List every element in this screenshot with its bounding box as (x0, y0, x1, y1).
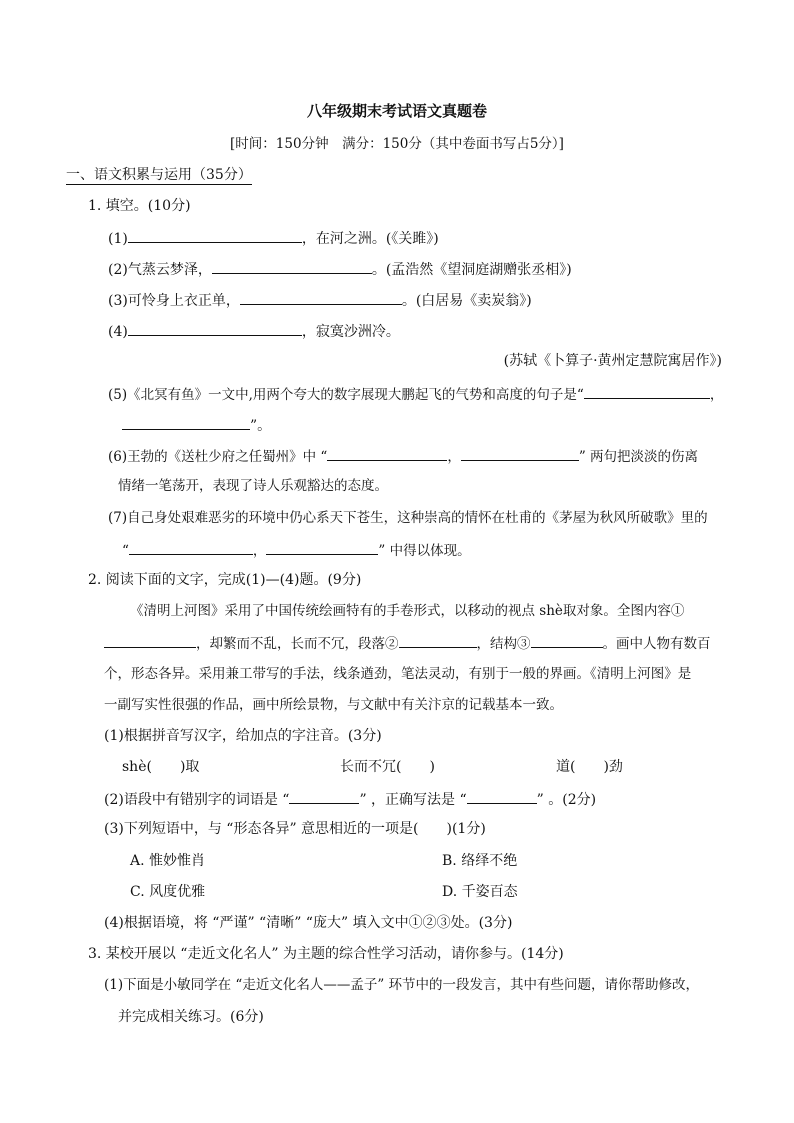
q1-item-3: (3)可怜身上衣正单， 。(白居易《卖炭翁》) (108, 289, 532, 311)
passage-line-4: 一副写实性很强的作品，画中所绘景物，与文献中有关汴京的记载基本一致。 (104, 697, 563, 713)
q1-item-5-cont: ”。 (122, 414, 271, 436)
answer-blank[interactable] (129, 539, 253, 555)
question-1-heading: 1. 填空。(10分) (88, 198, 191, 214)
section-heading: 一、语文积累与运用（35分） (66, 167, 252, 183)
exam-info: [时间：150分钟 满分：150分（其中卷面书写占5分）] (230, 136, 564, 152)
q2-sub-2: (2)语段中有错别字的词语是 “ ” ，正确写法是 “ ” 。(2分) (104, 788, 596, 810)
option-d[interactable]: D. 千姿百态 (442, 884, 518, 900)
passage-line-1: 《清明上河图》采用了中国传统绘画特有的手卷形式，以移动的视点 shè取对象。全图内容① (130, 603, 685, 619)
option-a[interactable]: A. 惟妙惟肖 (130, 853, 206, 869)
q1-item-2: (2)气蒸云梦泽， 。(孟浩然《望洞庭湖赠张丞相》) (108, 258, 572, 280)
q3-sub-1-cont: 并完成相关练习。(6分) (118, 1009, 264, 1025)
q2-sub-3: (3)下列短语中，与 “形态各异” 意思相近的一项是( )(1分) (104, 821, 486, 837)
answer-blank[interactable] (266, 539, 378, 555)
answer-blank[interactable] (461, 445, 579, 461)
q2-sub-4: (4)根据语境，将 “严谨” “清晰” “庞大” 填入文中①②③处。(3分) (104, 915, 513, 931)
answer-blank[interactable] (584, 383, 710, 399)
answer-blank[interactable] (128, 227, 302, 243)
q1-item-7: (7)自己身处艰难恶劣的环境中仍心系天下苍生，这种崇高的情怀在杜甫的《茅屋为秋风所破歌》里的 (108, 510, 708, 526)
q2-sub-1-b: 长而不冗( ) (340, 759, 435, 775)
question-2-heading: 2. 阅读下面的文字，完成(1)—(4)题。(9分) (88, 572, 362, 588)
answer-blank[interactable] (212, 258, 372, 274)
page-title: 八年级期末考试语文真题卷 (306, 102, 487, 120)
q1-item-4: (4) ，寂寞沙洲冷。 (108, 320, 400, 342)
q1-item-5: (5)《北冥有鱼》一文中,用两个夸大的数字展现大鹏起飞的气势和高度的句子是“ ， (108, 383, 723, 405)
q2-sub-1-a: shè( )取 (122, 759, 200, 775)
q2-sub-1: (1)根据拼音写汉字，给加点的字注音。(3分) (104, 728, 382, 744)
question-3-heading: 3. 某校开展以 “走近文化名人” 为主题的综合性学习活动，请你参与。(14分) (88, 946, 564, 962)
passage-line-2: ，却繁而不乱，长而不冗，段落② ，结构③ 。画中人物有数百 (104, 632, 711, 654)
q2-sub-1-c: 道( )劲 (556, 759, 623, 775)
passage-line-3: 个，形态各异。采用兼工带写的手法，线条遒劲，笔法灵动，有别于一般的界画。《清明上河图》是 (104, 666, 692, 682)
answer-blank[interactable] (240, 289, 402, 305)
answer-blank[interactable] (289, 788, 359, 804)
answer-blank[interactable] (128, 320, 302, 336)
q1-item-6-cont: 情绪一笔荡开，表现了诗人乐观豁达的态度。 (118, 478, 388, 494)
answer-blank[interactable] (467, 788, 537, 804)
q3-sub-1: (1)下面是小敏同学在 “走近文化名人——孟子” 环节中的一段发言，其中有些问题，请你帮助修改， (104, 977, 700, 993)
answer-blank[interactable] (122, 414, 250, 430)
q1-item-7-cont: “ ， ” 中得以体现。 (122, 539, 471, 561)
answer-blank[interactable] (104, 632, 196, 648)
q1-item-4-source: (苏轼《卜算子·黄州定慧院寓居作》) (503, 353, 722, 369)
answer-blank[interactable] (399, 632, 477, 648)
q1-item-1: (1) ，在河之洲。(《关雎》) (108, 227, 439, 249)
q1-item-6: (6)王勃的《送杜少府之任蜀州》中 “ ， ” 两句把淡淡的伤离 (108, 445, 698, 467)
answer-blank[interactable] (327, 445, 447, 461)
option-c[interactable]: C. 风度优雅 (130, 884, 206, 900)
option-b[interactable]: B. 络绎不绝 (442, 853, 518, 869)
answer-blank[interactable] (531, 632, 603, 648)
